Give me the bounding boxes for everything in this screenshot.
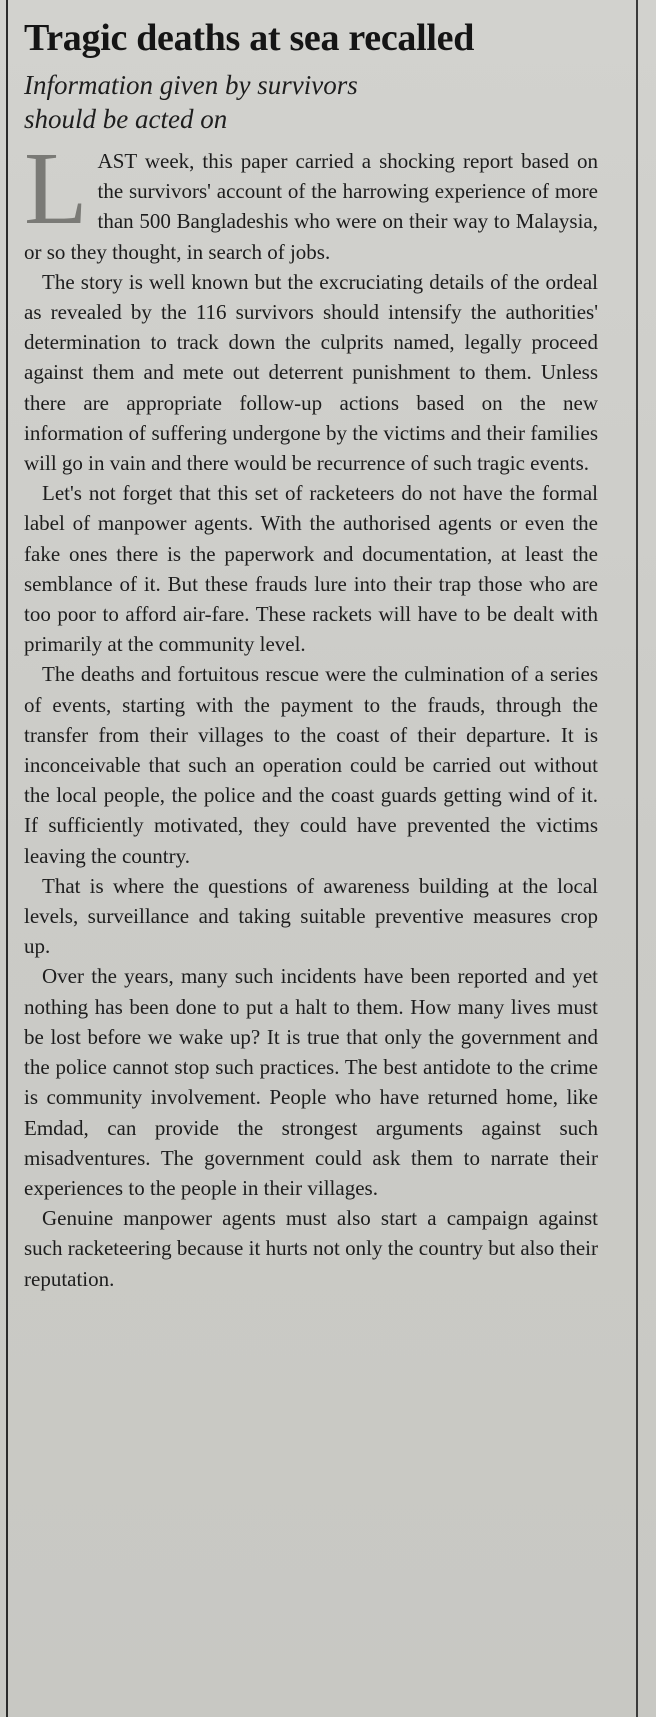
article-body [24, 131, 598, 1294]
paragraph-1-text: AST week, this paper carried a shocking report based on the survivors' account of the harrowing experience of more than 500 Bangladeshis who were on their way to Malaysia, or so they thought, in search of jobs. [24, 149, 598, 264]
paragraph-5: That is where the questions of awareness building at the local levels, surveillance and taking suitable preventive measures crop up. [24, 873, 598, 959]
paragraph-2: The story is well known but the excruciating details of the ordeal as revealed by the 116 survivors should intensify the authorities' determination to track down the culprits named, legally proceed against them and mete out deterrent punishment to them. Unless there are appropriate follow-up actions based on the new information of suffering undergone by the victims and their families will go in vain and there would be recurrence of such tragic events. [24, 269, 598, 476]
subhead-line-2: should be acted on [24, 104, 228, 134]
headline: Tragic deaths at sea recalled [24, 17, 475, 59]
paragraph-6: Over the years, many such incidents have been reported and yet nothing has been done to put a halt to them. How many lives must be lost before we wake up? It is true that only the government and the police cannot stop such practices. The best antidote to the crime is community involvement. People who have returned home, like Emdad, can provide the strongest arguments against such misadventures. The government could ask them to narrate their experiences to the people in their villages. [24, 964, 598, 1200]
left-column-rule [6, 0, 8, 1717]
editorial-column [24, 0, 598, 1294]
paragraph-7: Genuine manpower agents must also start a campaign against such racketeering because it hurts not only the country but also their reputation. [24, 1206, 598, 1291]
subhead-line-1: Information given by survivors [24, 70, 358, 100]
paragraph-1 [24, 131, 598, 267]
paragraph-3: Let's not forget that this set of racketeers do not have the formal label of manpower agents. With the authorised agents or even the fake ones there is the paperwork and documentation, at least the semblance of it. But these frauds lure into their trap those who are too poor to afford air-fare. These rackets will have to be dealt with primarily at the community level. [24, 481, 598, 657]
right-column-rule [636, 0, 638, 1717]
paragraph-4: The deaths and fortuitous rescue were the culmination of a series of events, starting with the payment to the frauds, through the transfer from their villages to the coast of their departure. It is inconceivable that such an operation could be carried out without the local people, the police and the coast guards getting wind of it. If sufficiently motivated, they could have prevented the victims leaving the country. [24, 662, 598, 868]
drop-cap: L [24, 131, 88, 246]
subheadline [24, 68, 598, 136]
